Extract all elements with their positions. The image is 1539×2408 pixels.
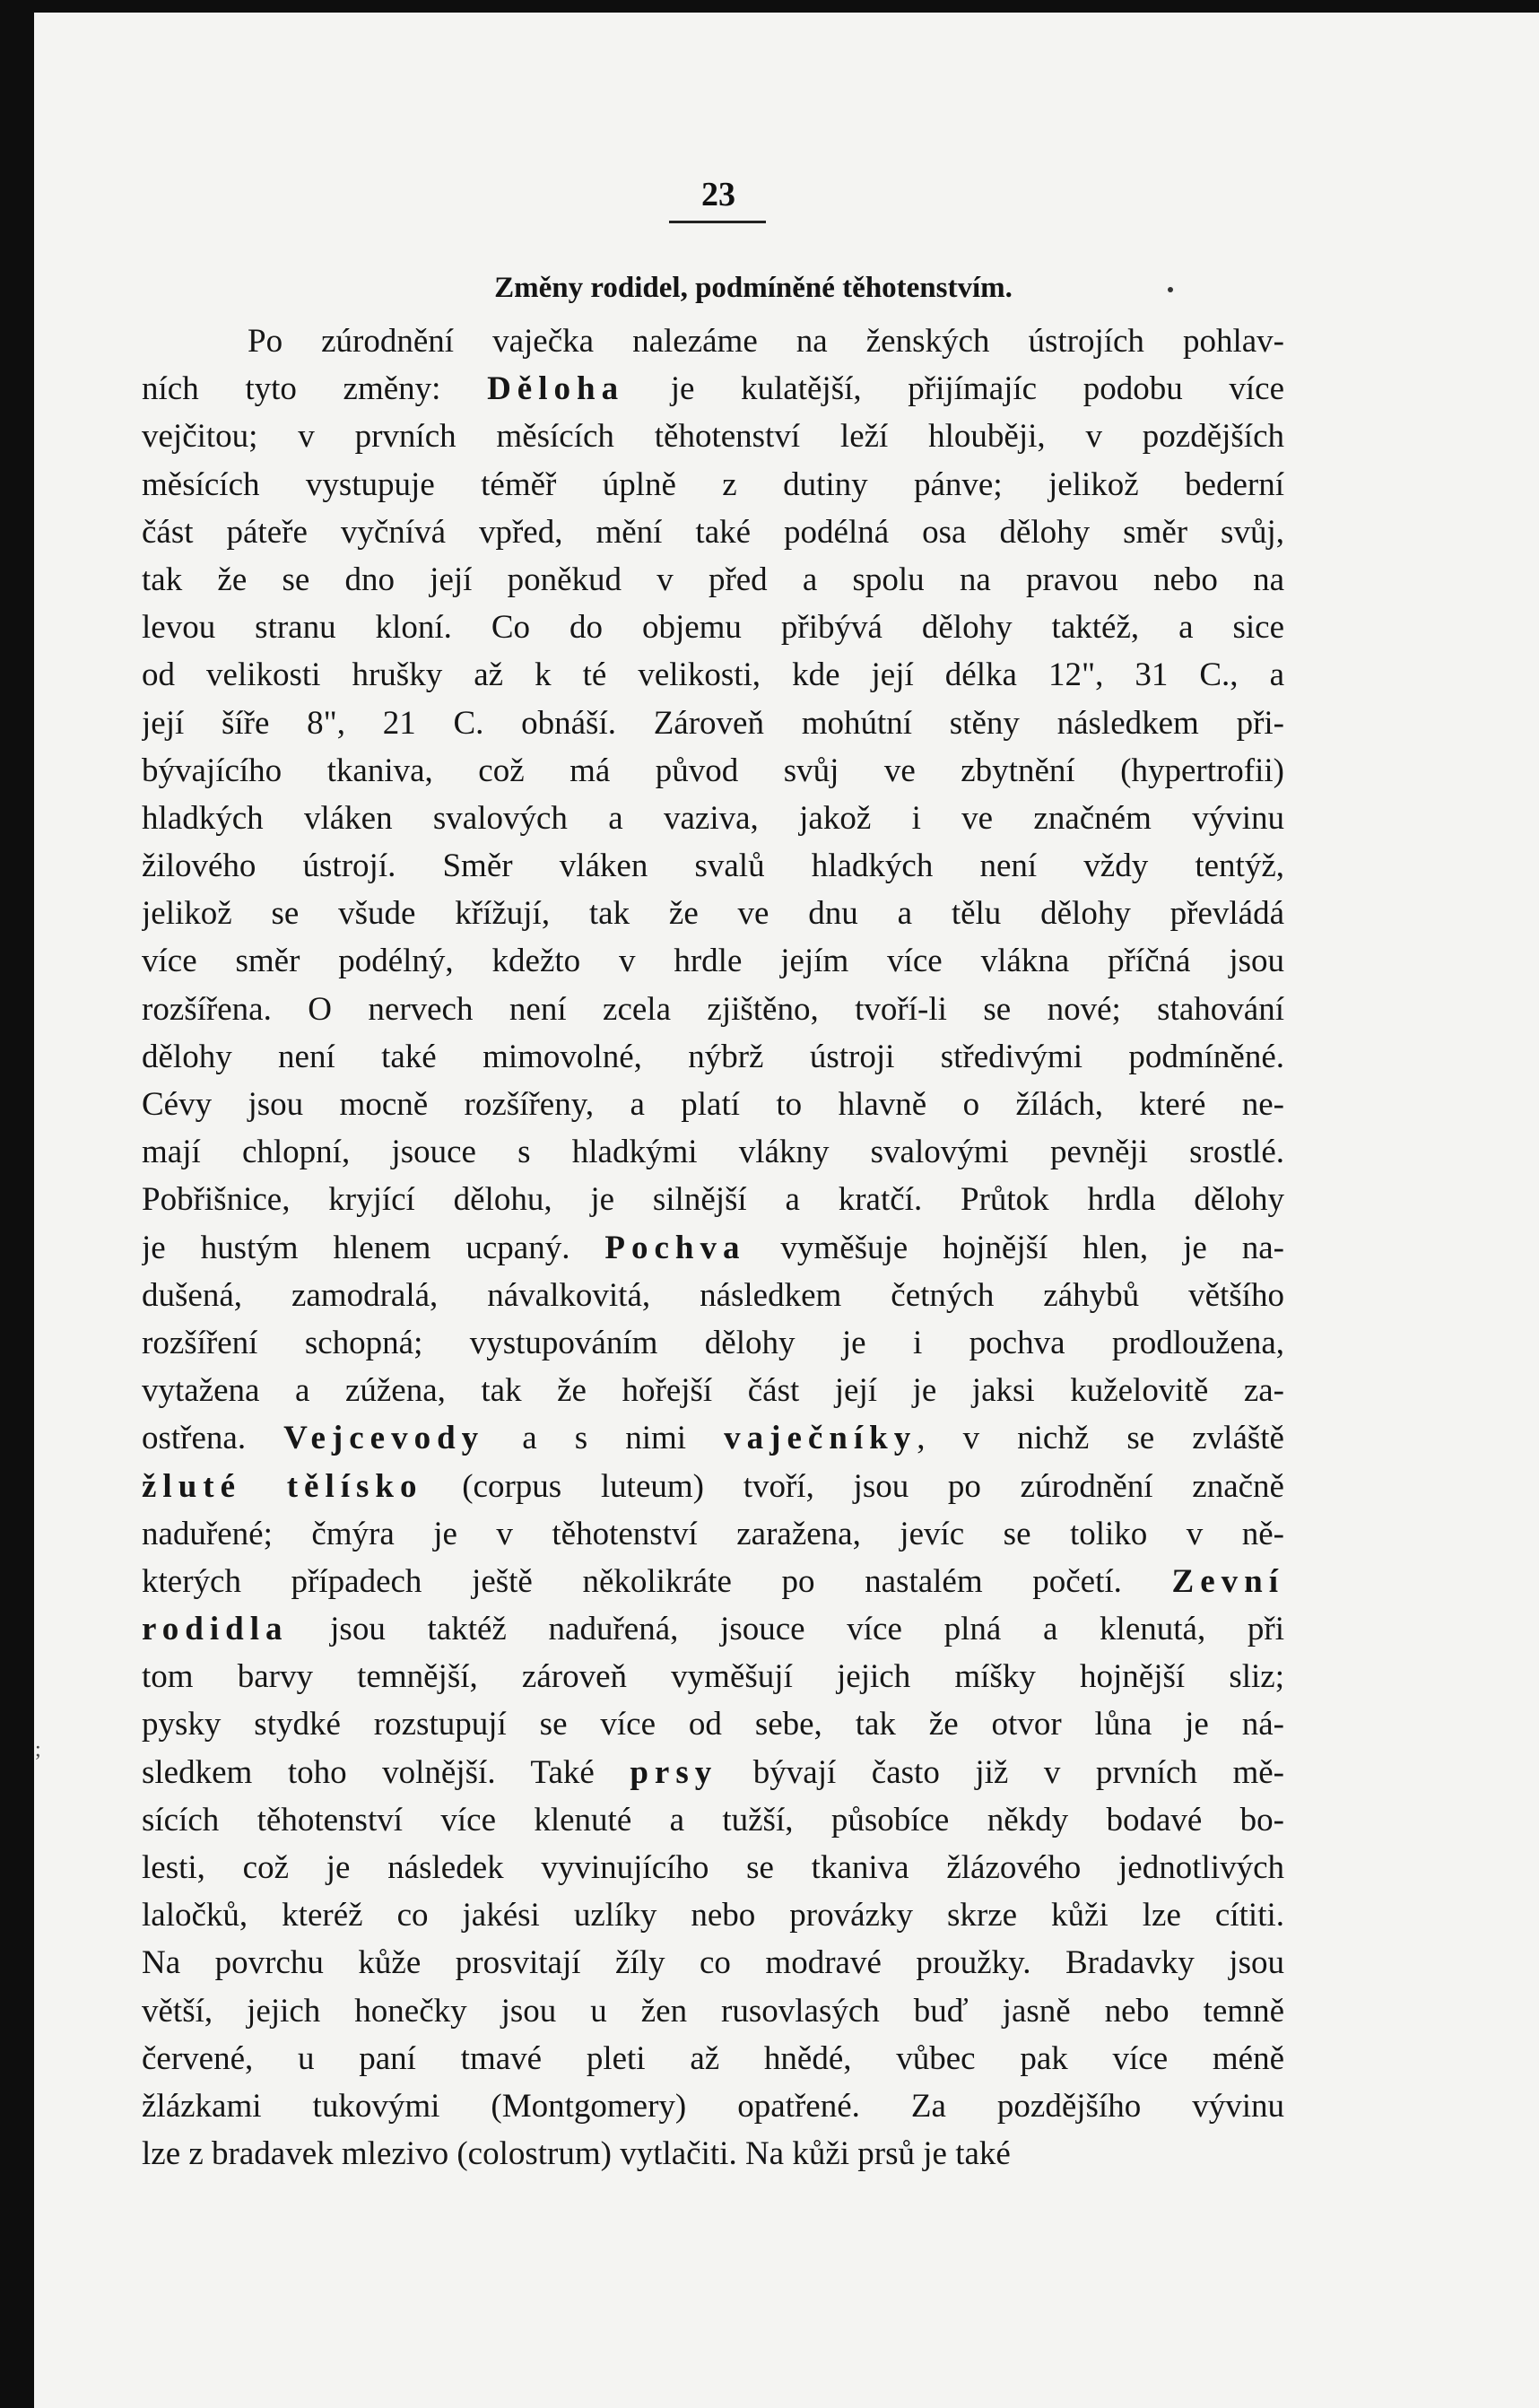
text-line-25-part-b: (corpus luteum) tvoří, jsou po zúrodnění značně <box>422 1467 1284 1505</box>
text-line-20-part-c: vyměšuje hojnější hlen, je na- <box>745 1229 1284 1266</box>
page-number-underline <box>669 221 766 223</box>
text-line-6: tak že se dno její poněkud v před a spolu na pravou nebo na <box>142 561 1284 598</box>
text-line-31-part-c: bývají často již v prvních mě- <box>717 1753 1284 1791</box>
body-paragraph <box>142 317 1284 2178</box>
emphasis-vejcevody: Vejcevody <box>283 1420 485 1457</box>
text-line-37: červené, u paní tmavé pleti až hnědé, vůbec pak více méně <box>142 2039 1284 2077</box>
text-line-34: laločků, kteréž co jakési uzlíky nebo provázky skrze kůži lze cítiti. <box>142 1897 1284 1934</box>
text-line-28-part-b: jsou taktéž naduřená, jsouce více plná a klenutá, při <box>288 1611 1284 1648</box>
text-line-2-part-a: ních tyto změny: <box>142 370 488 408</box>
text-line-31-part-a: sledkem toho volnější. Také <box>142 1753 630 1791</box>
text-line-19: Pobřišnice, kryjící dělohu, je silnější a kratčí. Průtok hrdla dělohy <box>142 1181 1284 1219</box>
text-line-25 <box>142 1463 1284 1510</box>
text-line-14: více směr podélný, kdežto v hrdle jejím více vlákna příčná jsou <box>142 943 1284 980</box>
text-line-35: Na povrchu kůže prosvitají žíly co modravé proužky. Bradavky jsou <box>142 1944 1284 1982</box>
text-line-21: dušená, zamodralá, návalkovitá, následkem četných záhybů většího <box>142 1276 1284 1314</box>
text-line-17: Cévy jsou mocně rozšířeny, a platí to hlavně o žílách, které ne- <box>142 1086 1284 1123</box>
text-line-22: rozšíření schopná; vystupováním dělohy je i pochva prodloužena, <box>142 1324 1284 1361</box>
text-line-33: lesti, což je následek vyvinujícího se tkaniva žlázového jednotlivých <box>142 1849 1284 1886</box>
text-line-24-part-a: ostřena. <box>142 1420 284 1457</box>
text-line-27 <box>142 1558 1284 1605</box>
text-line-18: mají chlopní, jsouce s hladkými vlákny svalovými pevněji srostlé. <box>142 1134 1284 1171</box>
text-line-28 <box>142 1605 1284 1653</box>
text-line-29: tom barvy temnější, zároveň vyměšují jejich míšky hojnější sliz; <box>142 1658 1284 1696</box>
text-line-32: sících těhotenství více klenuté a tužší, působíce někdy bodavé bo- <box>142 1801 1284 1839</box>
text-line-31 <box>142 1749 1284 1796</box>
text-line-15: rozšířena. O nervech není zcela zjištěno, tvoří-li se nové; stahování <box>142 990 1284 1028</box>
text-line-24-part-c: a s nimi <box>484 1420 725 1457</box>
text-line-36: větší, jejich honečky jsou u žen rusovlasých buď jasně nebo temně <box>142 1992 1284 2030</box>
emphasis-zlute-telisko: žluté tělísko <box>142 1467 423 1505</box>
print-speck <box>1168 287 1173 292</box>
text-line-38: žlázkami tukovými (Montgomery) opatřené. Za pozdějšího vývinu <box>142 2087 1284 2125</box>
emphasis-zevni: Zevní <box>1171 1562 1284 1600</box>
emphasis-deloha: Děloha <box>487 370 625 408</box>
margin-mark: ; <box>35 1738 41 1761</box>
emphasis-vajecniky: vaječníky <box>724 1420 917 1457</box>
text-line-1: Po zúrodnění vaječka nalezáme na ženských ústrojích pohlav- <box>248 323 1284 360</box>
text-line-9: její šíře 8", 21 C. obnáší. Zároveň mohútní stěny následkem při- <box>142 704 1284 742</box>
page-number: 23 <box>701 176 735 213</box>
text-line-24 <box>142 1414 1284 1462</box>
text-line-4: měsících vystupuje téměř úplně z dutiny pánve; jelikož bederní <box>142 465 1284 503</box>
text-line-30: pysky stydké rozstupují se více od sebe, tak že otvor lůna je ná- <box>142 1706 1284 1743</box>
text-line-12: žilového ústrojí. Směr vláken svalů hladkých není vždy tentýž, <box>142 848 1284 885</box>
emphasis-prsy: prsy <box>630 1753 718 1791</box>
text-line-11: hladkých vláken svalových a vaziva, jakož i ve značném vývinu <box>142 799 1284 837</box>
text-line-5: část páteře vyčnívá vpřed, mění také podélná osa dělohy směr svůj, <box>142 513 1284 551</box>
text-line-16: dělohy není také mimovolné, nýbrž ústroji středivými podmíněné. <box>142 1038 1284 1075</box>
text-line-7: levou stranu kloní. Co do objemu přibývá dělohy taktéž, a sice <box>142 609 1284 647</box>
text-line-2 <box>142 365 1284 413</box>
emphasis-rodidla: rodidla <box>142 1611 289 1648</box>
text-line-2-part-c: je kulatější, přijímajíc podobu více <box>624 370 1284 408</box>
text-line-20-part-a: je hustým hlenem ucpaný. <box>142 1229 605 1266</box>
text-line-24-part-e: , v nichž se zvláště <box>917 1420 1284 1457</box>
text-line-3: vejčitou; v prvních měsících těhotenství leží hlouběji, v pozdějších <box>142 418 1284 456</box>
text-line-39: lze z bradavek mlezivo (colostrum) vytlačiti. Na kůži prsů je také <box>142 2135 1011 2173</box>
text-line-10: bývajícího tkaniva, což má původ svůj ve zbytnění (hypertrofii) <box>142 752 1284 789</box>
text-line-26: naduřené; čmýra je v těhotenství zaražena, jevíc se toliko v ně- <box>142 1515 1284 1552</box>
emphasis-pochva: Pochva <box>604 1229 746 1266</box>
section-heading: Změny rodidel, podmíněné těhotenstvím. <box>494 272 1013 304</box>
text-line-8: od velikosti hrušky až k té velikosti, kde její délka 12", 31 C., a <box>142 656 1284 694</box>
text-line-23: vytažena a zúžena, tak že hořejší část její je jaksi kuželovitě za- <box>142 1372 1284 1410</box>
text-line-13: jelikož se všude křížují, tak že ve dnu a tělu dělohy převládá <box>142 895 1284 933</box>
text-line-27-part-a: kterých případech ještě několikráte po nastalém početí. <box>142 1562 1172 1600</box>
text-line-20 <box>142 1224 1284 1272</box>
